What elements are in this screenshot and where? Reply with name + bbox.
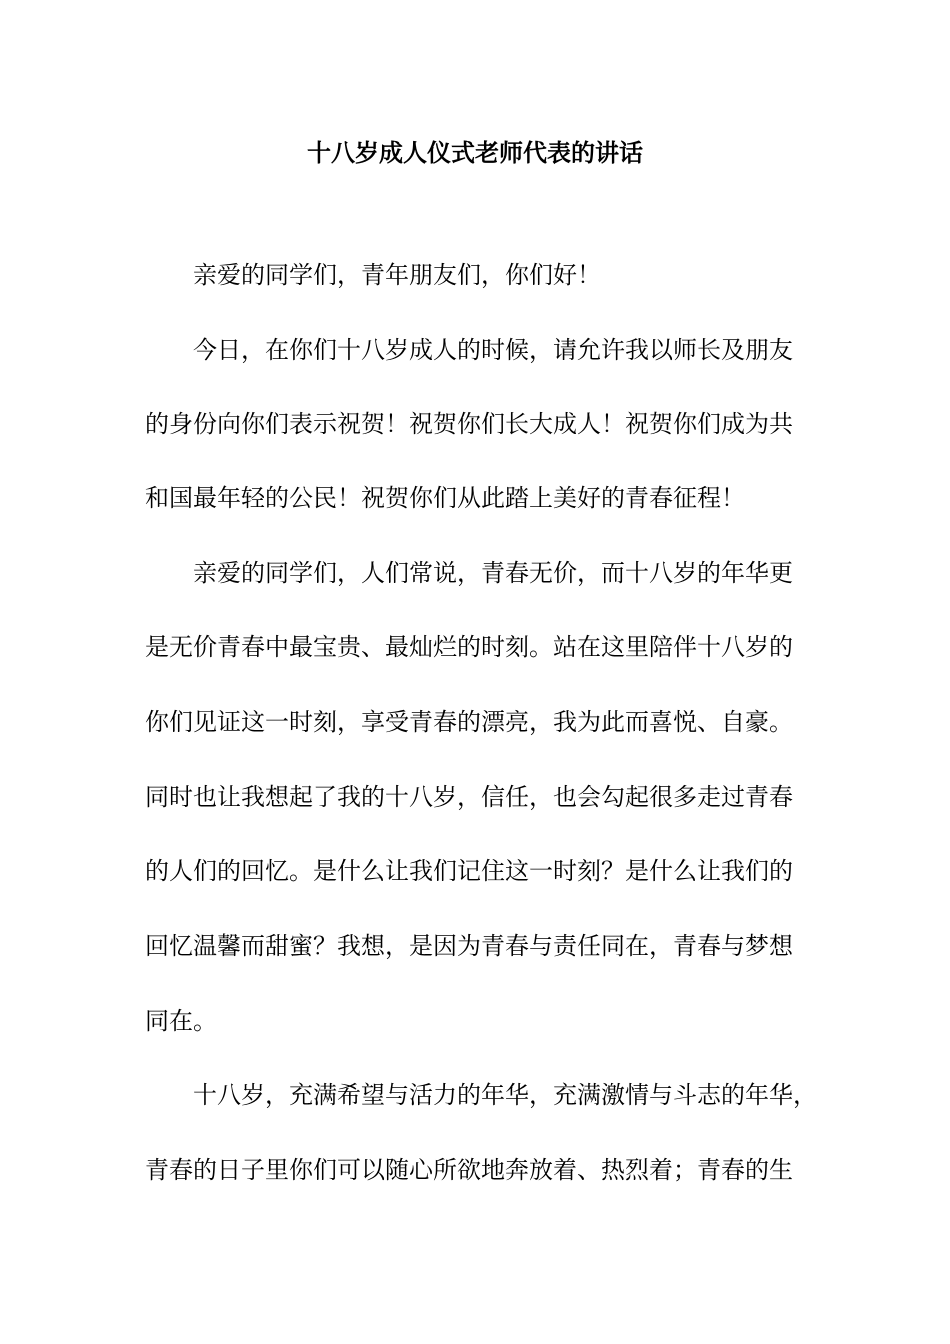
text-line: 同时也让我想起了我的十八岁，信任，也会勾起很多走过青春: [145, 783, 793, 811]
text-line: 的身份向你们表示祝贺！祝贺你们长大成人！祝贺你们成为共: [145, 410, 793, 438]
text-line: 是无价青春中最宝贵、最灿烂的时刻。站在这里陪伴十八岁的: [145, 633, 793, 661]
text-line: 同在。: [145, 1007, 217, 1035]
text-line: 和国最年轻的公民！祝贺你们从此踏上美好的青春征程！: [145, 484, 745, 512]
text-line: 青春的日子里你们可以随心所欲地奔放着、热烈着；青春的生: [145, 1156, 793, 1184]
document-title: 十八岁成人仪式老师代表的讲话: [307, 138, 643, 167]
text-line: 今日，在你们十八岁成人的时候，请允许我以师长及朋友: [193, 336, 793, 364]
text-line: 回忆温馨而甜蜜？我想，是因为青春与责任同在，青春与梦想: [145, 932, 793, 960]
text-line: 十八岁，充满希望与活力的年华，充满激情与斗志的年华，: [193, 1081, 817, 1109]
text-line: 的人们的回忆。是什么让我们记住这一时刻？是什么让我们的: [145, 857, 793, 885]
text-line: 亲爱的同学们，人们常说，青春无价，而十八岁的年华更: [193, 559, 793, 587]
text-line: 亲爱的同学们，青年朋友们，你们好！: [193, 261, 601, 289]
text-line: 你们见证这一时刻，享受青春的漂亮，我为此而喜悦、自豪。: [145, 708, 793, 736]
